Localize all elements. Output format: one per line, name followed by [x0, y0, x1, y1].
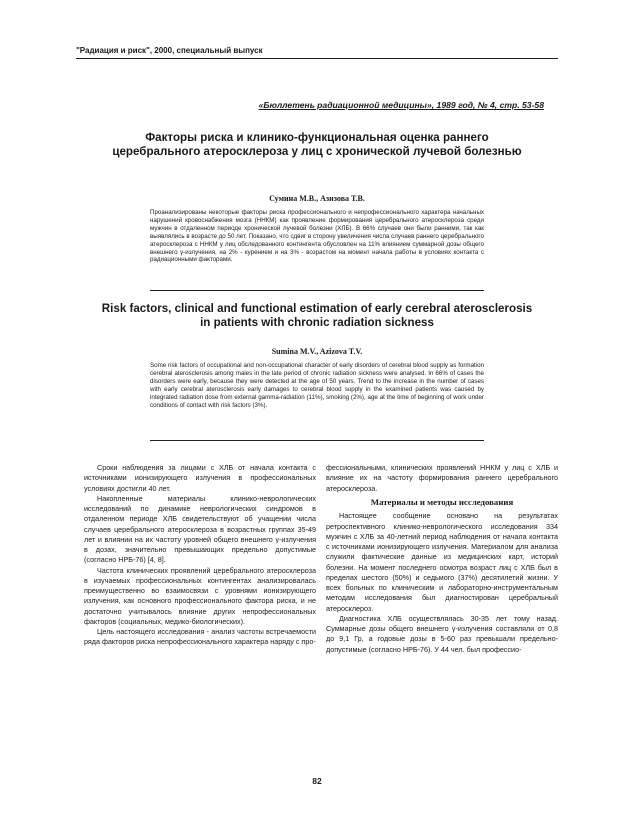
russian-title: Факторы риска и клинико-функциональная оценка раннего церебрального атеросклероза у лиц с хронической лучевой болезнью	[112, 131, 522, 158]
left-column	[84, 463, 316, 648]
russian-abstract: Проанализированы некоторые факторы риска профессионального и непрофессионального характера начальных нарушений кровоснабжения мозга (ННКМ) как проявление формирования церебрального атеросклероза среди мужчин в отдаленном периоде хронической лучевой болезни (ХЛБ). В 66% случаев они были ранними, так как выявлялись в возрасте до 50 лет. Показано, что сдвиг в сторону увеличения числа случаев раннего церебрального атеросклероза с ННКМ у лиц обследованного контингента обусловлен на 11% влиянием суммарной дозы общего внешнего γ-излучения, на 2% - курением и на 3% - возрастом на момент начала работы в условиях контакта с радиационными факторами.	[150, 209, 484, 264]
right-paragraph: Настоящее сообщение основано на результатах ретроспективного клинико-неврологического исследования 334 мужчин с ХЛБ за 40-летний период наблюдения от начала контакта с источниками ионизирующего излучения. Материалом для анализа служили фактические данные из медицинских карт, историй болезни. На момент последнего осмотра возраст лиц с ХЛБ был в пределах шестого (50%) и седьмого (37%) десятилетий жизни. У всех больных по клиническим и лабораторно-инструментальным методам исследования был диагностирован церебральный атеросклероз.	[326, 511, 558, 613]
journal-header: "Радиация и риск", 2000, специальный выпуск	[76, 46, 263, 55]
right-column	[326, 463, 558, 655]
right-paragraph: Диагностика ХЛБ осуществлялась 30-35 лет тому назад. Суммарные дозы общего внешнего γ-излучения составляли от 0,8 до 9,1 Гр, а годовые дозы в 5-60 раз превышали предельно-допустимые (согласно НРБ-76). У 44 чел. был профессио-	[326, 613, 558, 654]
left-paragraph: Частота клинических проявлений церебрального атеросклероза в изучаемых профессиональных контингентах анализировалась преимущественно во взаимосвязи с уровнями ионизирующего излучения, как основного профессионального фактора риска, и не достаточно учитывалось влияние других непрофессиональных факторов (социальных, медико-биологических).	[84, 565, 316, 626]
english-abstract: Some risk factors of occupational and non-occupational character of early disorders of cerebral blood supply as formation cerebral aterosclerosis among males in the late period of chronic radiation sickness were analysed. In 66% of cases the disorders were early, because they were detected at the age of 50 years. Trend to the increase in the number of cases with early cerebral aterosclerosis early damages to cerebral blood supply in the examined patients was caused by integrated radiation dose from external gamma-radiation (11%), smoking (2%), age at the time of beginning of work under conditions of contact with risk factors (3%).	[150, 362, 484, 409]
english-authors: Sumina M.V., Azizova T.V.	[271, 347, 363, 356]
english-title: Risk factors, clinical and functional estimation of early cerebral aterosclerosis in patients with chronic radiation sickness	[101, 302, 533, 329]
left-paragraph: Сроки наблюдения за лицами с ХЛБ от начала контакта с источниками ионизирующего излучения в профессиональных условиях достигли 40 лет.	[84, 463, 316, 493]
russian-authors: Сумина М.В., Азизова Т.В.	[269, 194, 365, 203]
right-continuation: фессиональными, клинических проявлений ННКМ у лиц с ХЛБ и влияние их на частоту формирования раннего церебрального атеросклероза.	[326, 463, 558, 493]
header-rule	[76, 58, 558, 59]
bulletin-reference: «Бюллетень радиационной медицины», 1989 год, № 4, стр. 53-58	[258, 100, 544, 110]
page-number: 82	[312, 776, 322, 786]
english-abstract-rule	[150, 440, 484, 441]
left-paragraph: Цель настоящего исследования - анализ частоты встречаемости ряда факторов риска непрофессионального характера наряду с про-	[84, 627, 316, 647]
left-paragraph: Накопленные материалы клинико-неврологических исследований по динамике неврологических синдромов в отдаленном периоде ХЛБ свидетельствуют об учащении числа случаев церебрального атеросклероза в возрастных группах 35-49 лет и влиянии на их частоту уровней общего внешнего γ-излучения в дозах, значительно превышающих предельно допустимые (согласно НРБ-76) [4, 8].	[84, 493, 316, 565]
section-heading: Материалы и методы исследования	[370, 496, 514, 507]
russian-abstract-rule	[150, 290, 484, 291]
